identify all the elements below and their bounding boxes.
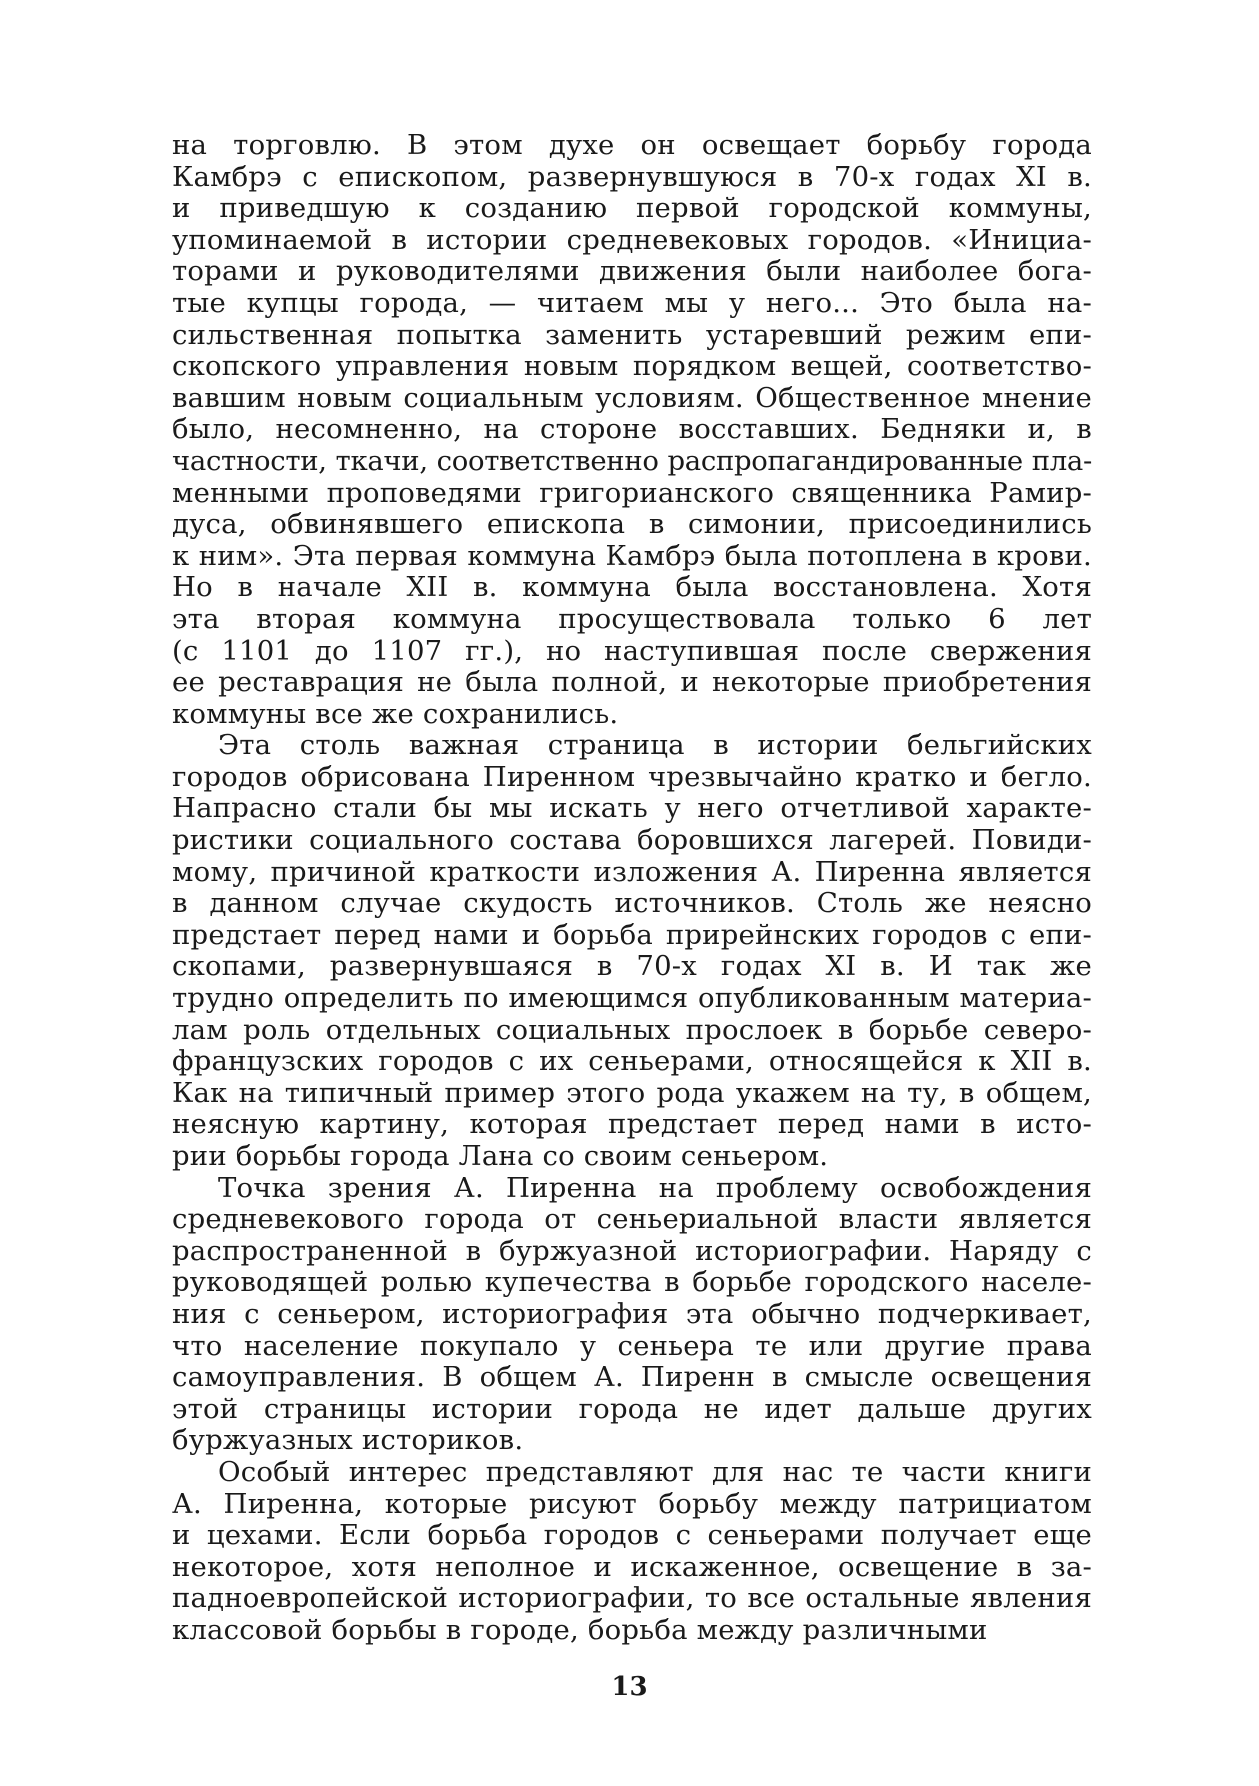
text-line: Точка зрения А. Пиренна на проблему освобождения	[218, 1171, 1092, 1204]
text-line: Особый интерес представляют для нас те части книги	[218, 1455, 1092, 1488]
text-line: Камбрэ с епископом, развернувшуюся в 70-х годах XI в.	[172, 160, 1092, 193]
text-line: А. Пиренна, которые рисуют борьбу между патрициатом	[172, 1487, 1092, 1520]
text-line: коммуны все же сохранились.	[172, 697, 619, 730]
text-line: лам роль отдельных социальных прослоек в борьбе северо-	[172, 1013, 1092, 1046]
text-line: буржуазных историков.	[172, 1424, 524, 1457]
text-line: неясную картину, которая предстает перед нами в исто-	[172, 1108, 1092, 1141]
text-line: эта вторая коммуна просуществовала только 6 лет	[172, 602, 1092, 635]
text-line: в данном случае скудость источников. Столь же неясно	[172, 887, 1092, 920]
text-line: к ним». Эта первая коммуна Камбрэ была потоплена в крови.	[172, 539, 1092, 572]
text-line: предстает перед нами и борьба прирейнских городов с епи-	[172, 918, 1092, 951]
text-line: ее реставрация не была полной, и некоторые приобретения	[172, 666, 1092, 699]
text-line: торами и руководителями движения были наиболее бога-	[172, 255, 1092, 288]
text-line: сильственная попытка заменить устаревший режим епи-	[172, 318, 1092, 351]
text-line: ристики социального состава боровшихся лагерей. Повиди-	[172, 824, 1092, 857]
text-line: менными проповедями григорианского священника Рамир-	[172, 476, 1092, 509]
text-line: ния с сеньером, историография эта обычно подчеркивает,	[172, 1297, 1092, 1330]
text-line: городов обрисована Пиренном чрезвычайно кратко и бегло.	[172, 760, 1092, 793]
paragraph-3	[172, 1173, 1092, 1457]
text-line: что население покупало у сеньера те или другие права	[172, 1329, 1092, 1362]
paragraph-2	[172, 730, 1092, 1172]
body-text	[172, 130, 1092, 1647]
text-line: самоуправления. В общем А. Пиренн в смысле освещения	[172, 1361, 1092, 1394]
text-line: руководящей ролью купечества в борьбе городского населе-	[172, 1266, 1092, 1299]
text-line: Эта столь важная страница в истории бельгийских	[218, 729, 1092, 762]
text-line: скопского управления новым порядком вещей, соответство-	[172, 350, 1092, 383]
text-line: французских городов с их сеньерами, относящейся к XII в.	[172, 1045, 1092, 1078]
paragraph-1	[172, 130, 1092, 730]
text-line: дуса, обвинявшего епископа в симонии, присоединились	[172, 508, 1092, 541]
text-line: средневекового города от сеньериальной власти является	[172, 1203, 1092, 1236]
text-line: трудно определить по имеющимся опубликованным материа-	[172, 982, 1092, 1015]
text-line: этой страницы истории города не идет дальше других	[172, 1392, 1092, 1425]
text-line: тые купцы города, — читаем мы у него... Это была на-	[172, 286, 1092, 319]
page-number: 13	[611, 1672, 648, 1702]
text-line: распространенной в буржуазной историографии. Наряду с	[172, 1234, 1092, 1267]
text-line: мому, причиной краткости изложения А. Пиренна является	[172, 855, 1092, 888]
text-line: и приведшую к созданию первой городской коммуны,	[172, 192, 1092, 225]
text-line: Напрасно стали бы мы искать у него отчетливой характе-	[172, 792, 1092, 825]
text-line: Как на типичный пример этого рода укажем на ту, в общем,	[172, 1076, 1092, 1109]
text-line: было, несомненно, на стороне восставших. Бедняки и, в	[172, 413, 1092, 446]
text-line: упоминаемой в истории средневековых городов. «Инициа-	[172, 223, 1092, 256]
text-line: рии борьбы города Лана со своим сеньером.	[172, 1140, 829, 1172]
text-line: (с 1101 до 1107 гг.), но наступившая после свержения	[172, 634, 1092, 667]
text-line: классовой борьбы в городе, борьба между различными	[172, 1613, 988, 1646]
text-line: скопами, развернувшаяся в 70-х годах XI в. И так же	[172, 950, 1092, 983]
paragraph-4	[172, 1457, 1092, 1647]
text-line: падноевропейской историографии, то все остальные явления	[172, 1582, 1092, 1615]
text-line: и цехами. Если борьба городов с сеньерами получает еще	[172, 1519, 1092, 1552]
text-line: вавшим новым социальным условиям. Общественное мнение	[172, 381, 1092, 414]
text-line: на торговлю. В этом духе он освещает борьбу города	[172, 129, 1092, 161]
text-line: частности, ткачи, соответственно распропагандированные пла-	[172, 444, 1092, 477]
text-line: Но в начале XII в. коммуна была восстановлена. Хотя	[172, 571, 1092, 604]
text-line: некоторое, хотя неполное и искаженное, освещение в за-	[172, 1550, 1092, 1583]
